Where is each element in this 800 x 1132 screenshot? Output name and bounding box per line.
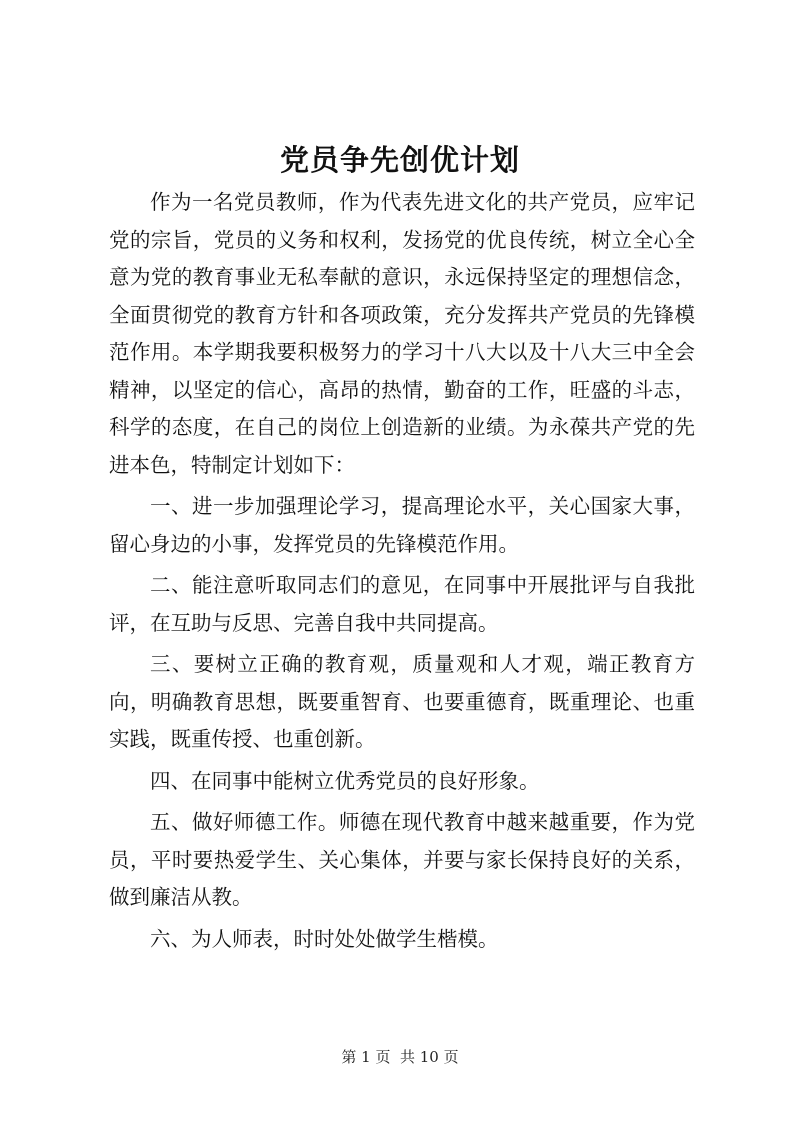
page-number-label: 第 1 页 共 10 页 [341,1048,459,1066]
intro-paragraph: 作为一名党员教师，作为代表先进文化的共产党员，应牢记党的宗旨，党员的义务和权利，发扬党的优良传统，树立全心全意为党的教育事业无私奉献的意识，永远保持坚定的理想信念，全面贯彻党的教育方针和各项政策，充分发挥共产党员的先锋模范作用。本学期我要积极努力的学习十八大以及十八大三中全会精神，以坚定的信心，高昂的热情，勤奋的工作，旺盛的斗志，科学的态度，在自己的岗位上创造新的业绩。为永葆共产党的先进本色，特制定计划如下： [109,190,695,477]
plan-item-4: 四、在同事中能树立优秀党员的良好形象。 [150,768,540,793]
plan-item-2: 二、能注意听取同志们的意见，在同事中开展批评与自我批评，在互助与反思、完善自我中共同提高。 [109,573,695,635]
plan-item-1: 一、进一步加强理论学习，提高理论水平，关心国家大事，留心身边的小事，发挥党员的先锋模范作用。 [109,494,695,556]
plan-item-3: 三、要树立正确的教育观，质量观和人才观，端正教育方向，明确教育思想，既要重智育、也要重德育，既重理论、也重实践，既重传授、也重创新。 [109,652,695,751]
plan-item-5: 五、做好师德工作。师德在现代教育中越来越重要，作为党员，平时要热爱学生、关心集体，并要与家长保持良好的关系，做到廉洁从教。 [109,810,695,909]
page-footer [0,1047,800,1067]
page-title: 党员争先创优计划 [279,143,520,177]
plan-item-6: 六、为人师表，时时处处做学生楷模。 [150,926,499,951]
document-body [109,184,695,958]
